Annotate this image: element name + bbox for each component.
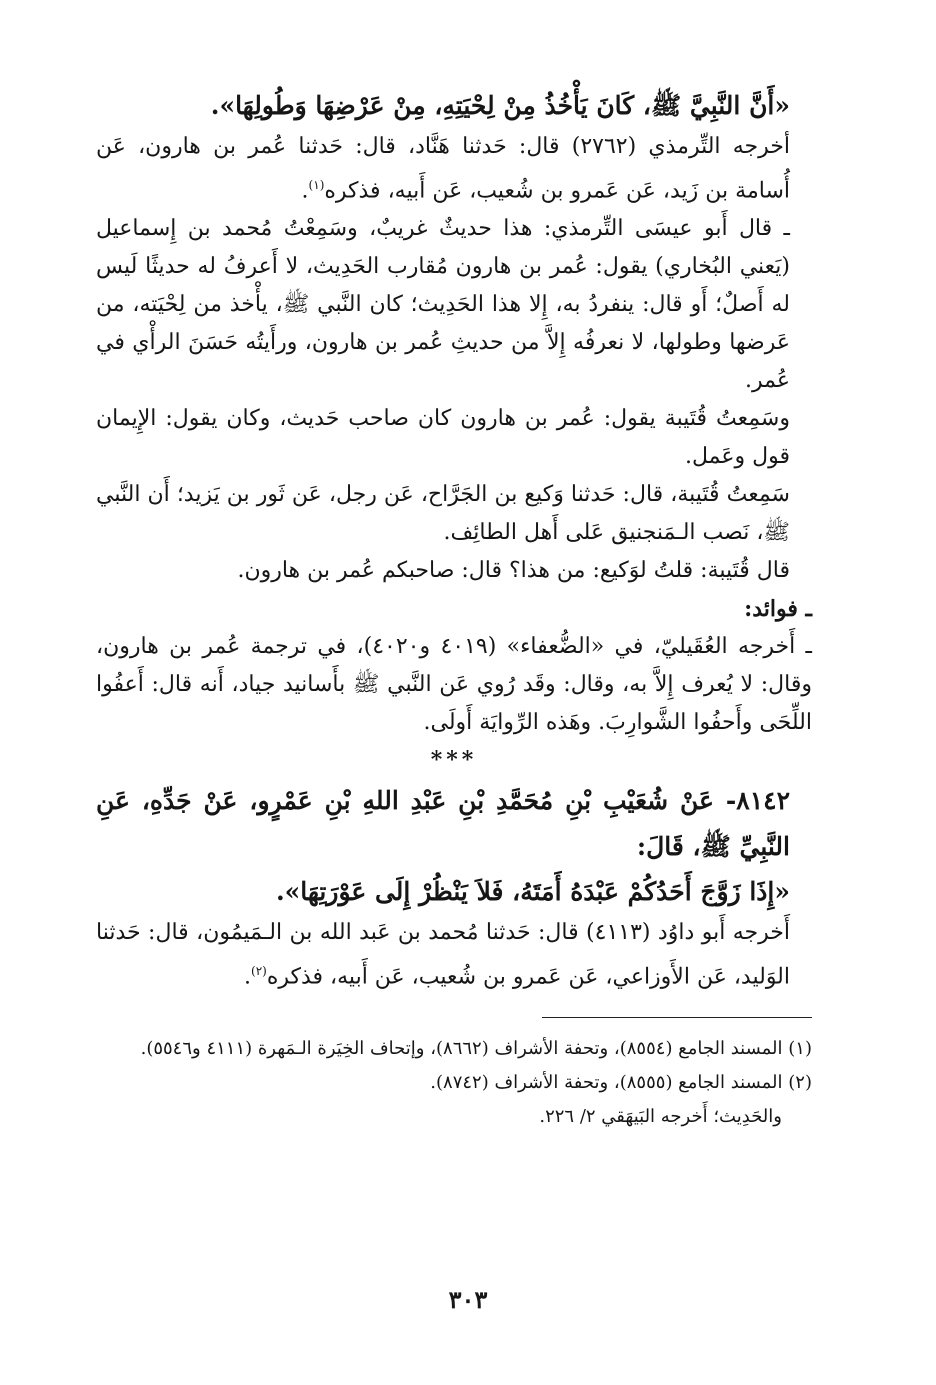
tirmidhi-comment-paragraph: ـ قال أَبو عيسَى التِّرمذي: هذا حديثٌ غريبٌ، وسَمِعْتُ مُحمد بن إِسماعيل (يَعني البُخاري) يقول: عُمر بن هارون مُقارب الحَدِيث، لا أَعرفُ له حديثًا لَيس له أَصلٌ؛ أَو قال: ينفردُ به، إِلا هذا الحَدِيث؛ كان النَّبي ﷺ، يأْخذ من لِحْيَته، من عَرضها وطولها، لا نعرفُه إِلاَّ من حديثِ عُمر بن هارون، ورأَيتُه حَسَنَ الرأْي في عُمر. bbox=[96, 216, 790, 394]
takhrij-end: . bbox=[244, 964, 252, 990]
hadith-8142-text: «إِذَا زَوَّجَ أَحَدُكُمْ عَبْدَهُ أَمَتَهُ، فَلاَ يَنْظُرْ إِلَى عَوْرَتِهَا». bbox=[275, 877, 790, 907]
fawaid-heading: ـ فوائد: bbox=[744, 596, 812, 623]
footnote-2-continuation: والحَدِيث؛ أَخرجه البَيهَقي ٢/ ٢٢٦. bbox=[539, 1105, 782, 1127]
takhrij-paragraph-tirmidhi bbox=[96, 128, 812, 210]
footnote-divider bbox=[542, 1017, 812, 1018]
takhrij-text: أَخرجه أَبو داوُد (٤١١٣) قال: حَدثنا مُحمد بن عَبد الله بن الـمَيمُون، قال: حَدثنا الوَليد، عَن الأَوزاعي، عَن عَمرو بن شُعيب، عَن أَبيه، فذكره bbox=[96, 920, 790, 990]
hadith-8141-text: «أَنَّ النَّبِيَّ ﷺ، كَانَ يَأْخُذُ مِنْ لِحْيَتِهِ، مِنْ عَرْضِهَا وَطُولِهَا». bbox=[210, 91, 790, 120]
page-number: ٣٠٣ bbox=[448, 1285, 488, 1314]
section-separator: *** bbox=[430, 747, 478, 774]
footnote-ref-2: (٢) bbox=[251, 964, 267, 979]
qutayba-paragraph: وسَمِعتُ قُتَيبة يقول: عُمر بن هارون كان صاحب حَديث، وكان يقول: الإِيمان قول وعَمل. bbox=[96, 406, 790, 470]
footnote-1: (١) المسند الجامع (٨٥٥٤)، وتحفة الأشراف (٨٦٦٢)، وإتحاف الخِيَرة الـمَهرة (٤١١١ و٥٥٤٦). bbox=[140, 1037, 812, 1059]
manjaniq-paragraph: سَمِعتُ قُتَيبة، قال: حَدثنا وَكيع بن الجَرَّاح، عَن رجل، عَن ثَور بن يَزيد؛ أَن النَّبي ﷺ، نَصب الـمَنجنيق عَلى أَهل الطائِف. bbox=[96, 482, 790, 546]
takhrij-end: . bbox=[301, 178, 309, 204]
takhrij-paragraph-abudawud bbox=[96, 914, 812, 996]
footnote-ref-1: (١) bbox=[308, 178, 325, 192]
uqayli-paragraph: ـ أَخرجه العُقَيليّ، في «الضُّعفاء» (٤٠١٩ و٤٠٢٠)، في ترجمة عُمر بن هارون، وقال: لا يُعرف إِلاَّ به، وقال: وقَد رُوي عَن النَّبي ﷺ بأَسانيد جياد، أَنه قال: أَعفُوا اللِّحَى وأَحفُوا الشَّوارِبَ. وهَذه الرِّوايَة أَولَى. bbox=[96, 634, 812, 736]
hadith-8142-chain: ٨١٤٢- عَنْ شُعَيْبِ بْنِ مُحَمَّدِ بْنِ عَبْدِ اللهِ بْنِ عَمْرٍو، عَنْ جَدِّهِ، عَنِ النَّبِيِّ ﷺ، قَالَ: bbox=[96, 786, 790, 862]
takhrij-text: أخرجه التِّرمذي (٢٧٦٢) قال: حَدثنا هَنَّاد، قال: حَدثنا عُمر بن هارون، عَن أُسامة بن زَيد، عَن عَمرو بن شُعيب، عَن أَبيه، فذكره bbox=[96, 134, 790, 204]
waki-paragraph: قال قُتَيبة: قلتُ لوَكيع: من هذا؟ قال: صاحبكم عُمر بن هارون. bbox=[237, 558, 790, 584]
footnote-2: (٢) المسند الجامع (٨٥٥٥)، وتحفة الأشراف (٨٧٤٢). bbox=[430, 1071, 812, 1093]
